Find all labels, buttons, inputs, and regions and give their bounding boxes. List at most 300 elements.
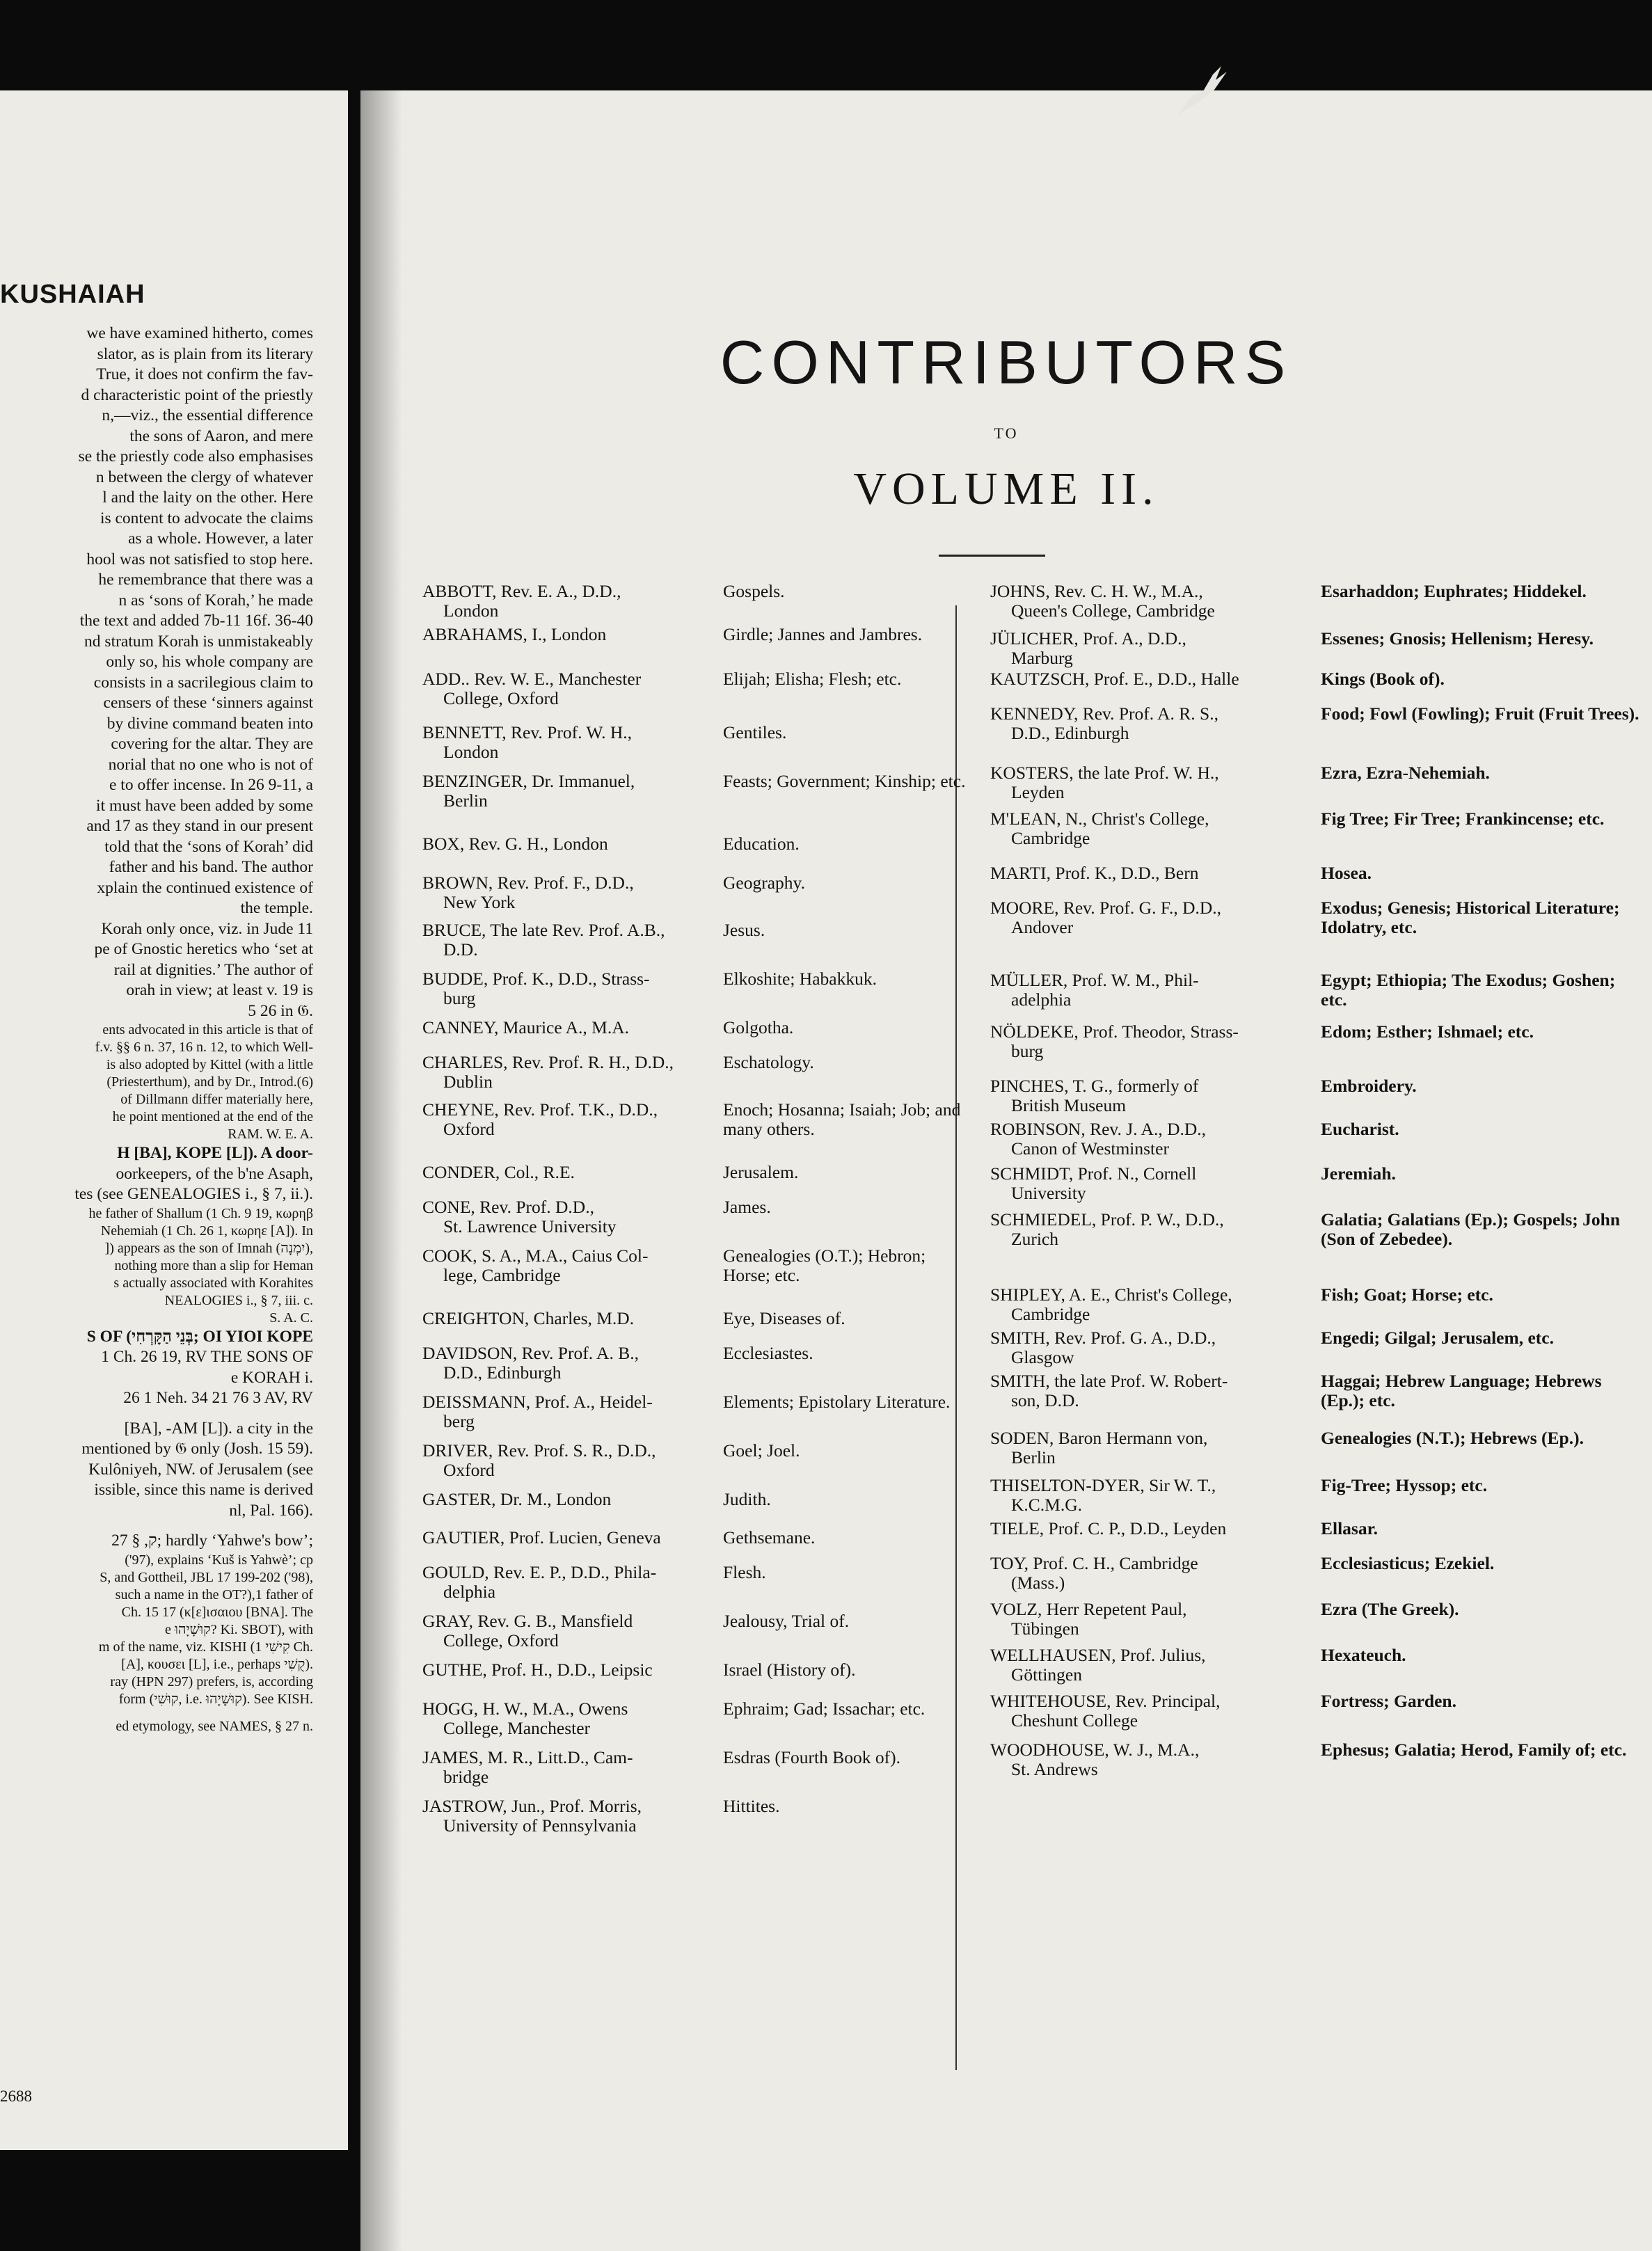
previous-page-line: e to offer incense. In 26 9-11, a bbox=[109, 776, 313, 794]
previous-page-line: censers of these ‘sinners against bbox=[103, 694, 313, 712]
article-topics: James. bbox=[723, 1197, 771, 1217]
previous-page-line: such a name in the OT?),1 father of bbox=[115, 1586, 313, 1602]
previous-page-line: as a whole. However, a later bbox=[128, 530, 313, 548]
article-topics: Exodus; Genesis; Historical Literature; Idolatry, etc. bbox=[1321, 898, 1620, 937]
contributor-affiliation: D.D., Edinburgh bbox=[443, 1362, 562, 1383]
contributor-name-line: KENNEDY, Rev. Prof. A. R. S., bbox=[990, 703, 1218, 724]
previous-page-line: it must have been added by some bbox=[96, 796, 313, 815]
article-topics: Embroidery. bbox=[1321, 1076, 1417, 1096]
article-topics: Fish; Goat; Horse; etc. bbox=[1321, 1284, 1493, 1305]
previous-page-line: 26 1 Neh. 34 21 76 3 AV, RV bbox=[123, 1389, 313, 1407]
previous-page-line: ]) appears as the son of Imnah (יִמְנָה), bbox=[104, 1240, 313, 1256]
contributor-name-line: KAUTZSCH, Prof. E., D.D., Halle bbox=[990, 669, 1239, 689]
previous-page-line: he remembrance that there was a bbox=[98, 571, 313, 589]
article-topics: Girdle; Jannes and Jambres. bbox=[723, 624, 923, 644]
previous-page-line: we have examined hitherto, comes bbox=[86, 324, 313, 342]
contributed-articles bbox=[1321, 1692, 1641, 1711]
contributor-affiliation: lege, Cambridge bbox=[443, 1265, 561, 1285]
previous-page-line: [A], κουσει [L], i.e., perhaps קֻשִׁי). bbox=[121, 1656, 313, 1672]
previous-page-line: (Priesterthum), and by Dr., Introd.(6) bbox=[106, 1074, 313, 1090]
article-topics: Ecclesiastes. bbox=[723, 1343, 813, 1363]
contributor-name bbox=[990, 1692, 1307, 1731]
contributor-name-line: GRAY, Rev. G. B., Mansfield bbox=[422, 1611, 633, 1631]
article-topics: Engedi; Gilgal; Jerusalem, etc. bbox=[1321, 1328, 1554, 1348]
contributor-affiliation: Oxford bbox=[443, 1119, 495, 1139]
contributed-articles bbox=[1321, 1600, 1641, 1619]
previous-page-line: S OF (בְּנֵי הַקָּרְחִי; OI YIOI KOPE bbox=[86, 1327, 313, 1346]
page-number: 2688 bbox=[0, 2087, 32, 2105]
contributor-name bbox=[990, 971, 1307, 1010]
article-topics: Gospels. bbox=[723, 581, 785, 601]
previous-page-line: m of the name, viz. KISHI (קִישִׁי 1 Ch. bbox=[98, 1639, 313, 1655]
contributor-name bbox=[990, 1519, 1307, 1538]
previous-page-line: form (קוּשִׁי, i.e. קוּשָׁיָהוּ). See KISH. bbox=[118, 1691, 313, 1707]
contributor-affiliation: Canon of Westminster bbox=[1011, 1138, 1169, 1159]
contributor-name bbox=[422, 1344, 711, 1383]
contributed-articles bbox=[723, 1490, 967, 1509]
contributor-name-line: DRIVER, Rev. Prof. S. R., D.D., bbox=[422, 1440, 656, 1461]
previous-page-line: oorkeepers, of the b'ne Asaph, bbox=[116, 1164, 313, 1183]
contributor-name-line: SMITH, the late Prof. W. Robert- bbox=[990, 1371, 1228, 1391]
contributed-articles bbox=[1321, 1429, 1641, 1448]
previous-page-line: H [BA], KOPE [L]). A door- bbox=[117, 1144, 313, 1162]
contributed-articles bbox=[723, 1748, 967, 1767]
contributor-name bbox=[422, 1100, 711, 1139]
contributor-affiliation: Cheshunt College bbox=[1011, 1710, 1138, 1731]
contributor-affiliation: D.D. bbox=[443, 939, 478, 960]
contributor-name bbox=[422, 969, 711, 1008]
contributor-affiliation: (Mass.) bbox=[1011, 1573, 1065, 1593]
contributor-name bbox=[990, 1120, 1307, 1159]
contributor-name bbox=[990, 1646, 1307, 1685]
contributed-articles bbox=[723, 1441, 967, 1461]
contributor-name bbox=[422, 1163, 711, 1182]
previous-page-line: the text and added 7b-11 16f. 36-40 bbox=[79, 612, 313, 630]
contributor-affiliation: College, Oxford bbox=[443, 1630, 559, 1651]
previous-page-line: ray (HPN 297) prefers, is, according bbox=[110, 1673, 313, 1689]
contributor-name bbox=[422, 1660, 711, 1680]
contributed-articles bbox=[723, 1309, 967, 1328]
contributor-name-line: SMITH, Rev. Prof. G. A., D.D., bbox=[990, 1328, 1216, 1348]
contributor-name bbox=[422, 1490, 711, 1509]
contributor-affiliation: Berlin bbox=[443, 790, 488, 811]
contributor-affiliation: Zurich bbox=[1011, 1229, 1058, 1249]
previous-page-line: n as ‘sons of Korah,’ he made bbox=[118, 591, 313, 610]
contributor-name-line: BENZINGER, Dr. Immanuel, bbox=[422, 771, 635, 791]
contributor-name-line: CHARLES, Rev. Prof. R. H., D.D., bbox=[422, 1052, 674, 1072]
contributor-affiliation: son, D.D. bbox=[1011, 1390, 1079, 1410]
contributed-articles bbox=[723, 1246, 967, 1285]
contributor-name bbox=[422, 1198, 711, 1236]
contributor-name bbox=[990, 1022, 1307, 1061]
contributor-name bbox=[422, 1018, 711, 1037]
contributor-name bbox=[422, 1392, 711, 1431]
contributed-articles bbox=[1321, 809, 1641, 829]
contributed-articles bbox=[1321, 1328, 1641, 1348]
column-divider bbox=[955, 605, 957, 2070]
contributor-name-line: WOODHOUSE, W. J., M.A., bbox=[990, 1740, 1200, 1760]
contributed-articles bbox=[1321, 704, 1641, 724]
contributor-name-line: BROWN, Rev. Prof. F., D.D., bbox=[422, 873, 634, 893]
article-topics: Jerusalem. bbox=[723, 1162, 799, 1182]
contributed-articles bbox=[1321, 864, 1641, 883]
contributor-affiliation: London bbox=[443, 600, 499, 621]
contributed-articles bbox=[1321, 582, 1641, 601]
previous-page-line: ents advocated in this article is that of bbox=[102, 1022, 313, 1037]
contributor-name bbox=[422, 834, 711, 854]
contributor-name-line: HOGG, H. W., M.A., Owens bbox=[422, 1699, 628, 1719]
article-topics: Golgotha. bbox=[723, 1017, 794, 1037]
contributor-affiliation: St. Lawrence University bbox=[443, 1216, 617, 1236]
contributor-name-line: VOLZ, Herr Repetent Paul, bbox=[990, 1599, 1187, 1619]
contributor-name bbox=[422, 1563, 711, 1602]
previous-page-line: is also adopted by Kittel (with a little bbox=[106, 1057, 313, 1072]
contributor-affiliation: adelphia bbox=[1011, 989, 1072, 1010]
contributor-name-line: TIELE, Prof. C. P., D.D., Leyden bbox=[990, 1518, 1227, 1538]
contributor-name bbox=[422, 1748, 711, 1787]
contributor-name bbox=[990, 1164, 1307, 1203]
previous-page-line: norial that no one who is not of bbox=[108, 755, 313, 774]
contributor-name bbox=[990, 864, 1307, 883]
previous-page-line: covering for the altar. They are bbox=[111, 735, 313, 753]
contributed-articles bbox=[1321, 1022, 1641, 1042]
previous-page-line: the temple. bbox=[240, 899, 313, 917]
article-topics: Ephesus; Galatia; Herod, Family of; etc. bbox=[1321, 1740, 1627, 1760]
contributed-articles bbox=[1321, 1476, 1641, 1495]
contributor-name bbox=[990, 1600, 1307, 1639]
binding-shadow bbox=[360, 90, 402, 2251]
contributed-articles bbox=[723, 1053, 967, 1072]
contributed-articles bbox=[1321, 898, 1641, 937]
contributor-name bbox=[422, 1612, 711, 1651]
previous-page-heading: KUSHAIAH bbox=[0, 280, 145, 309]
contributor-name bbox=[422, 669, 711, 708]
contributor-name bbox=[990, 582, 1307, 621]
contributed-articles bbox=[723, 1563, 967, 1582]
contributed-articles bbox=[723, 669, 967, 689]
previous-page-line: ('97), explains ‘Kuš is Yahwè’; cp bbox=[125, 1552, 313, 1568]
contributor-affiliation: Glasgow bbox=[1011, 1347, 1074, 1367]
contributor-affiliation: K.C.M.G. bbox=[1011, 1495, 1083, 1515]
contributor-name-line: ADD.. Rev. W. E., Manchester bbox=[422, 669, 642, 689]
previous-page-line: NEALOGIES i., § 7, iii. c. bbox=[164, 1292, 313, 1308]
contributor-name bbox=[990, 809, 1307, 848]
contributor-name-line: CONDER, Col., R.E. bbox=[422, 1162, 575, 1182]
contributed-articles bbox=[723, 582, 967, 601]
contributor-name-line: SCHMIDT, Prof. N., Cornell bbox=[990, 1163, 1197, 1184]
contributed-articles bbox=[723, 1392, 967, 1412]
contributor-affiliation: College, Oxford bbox=[443, 688, 559, 708]
contributed-articles bbox=[1321, 1120, 1641, 1139]
contributor-name-line: GAUTIER, Prof. Lucien, Geneva bbox=[422, 1527, 661, 1548]
previous-page-line: True, it does not confirm the fav- bbox=[96, 365, 313, 383]
contributed-articles bbox=[1321, 1646, 1641, 1665]
contributed-articles bbox=[723, 921, 967, 940]
contributor-name-line: JAMES, M. R., Litt.D., Cam- bbox=[422, 1747, 633, 1767]
article-topics: Genealogies (O.T.); Hebron; Horse; etc. bbox=[723, 1246, 926, 1285]
previous-page-line bbox=[0, 1708, 313, 1718]
title-rule bbox=[939, 555, 1045, 557]
contributor-name-line: ABBOTT, Rev. E. A., D.D., bbox=[422, 581, 621, 601]
contributor-name bbox=[422, 1441, 711, 1480]
article-topics: Flesh. bbox=[723, 1562, 766, 1582]
contributed-articles bbox=[723, 1612, 967, 1631]
contributor-affiliation: Cambridge bbox=[1011, 828, 1090, 848]
contributed-articles bbox=[1321, 1371, 1641, 1410]
previous-page-line: of Dillmann differ materially here, bbox=[120, 1092, 313, 1107]
previous-page-line: pe of Gnostic heretics who ‘set at bbox=[94, 940, 313, 958]
contributors-page bbox=[360, 90, 1652, 2251]
contributor-name bbox=[990, 1328, 1307, 1367]
contributor-affiliation: London bbox=[443, 742, 499, 762]
article-topics: Egypt; Ethiopia; The Exodus; Goshen; etc. bbox=[1321, 970, 1616, 1010]
previous-page-line: RAM. W. E. A. bbox=[228, 1127, 313, 1142]
contributor-affiliation: College, Manchester bbox=[443, 1718, 591, 1738]
contributor-name-line: CONE, Rev. Prof. D.D., bbox=[422, 1197, 594, 1217]
title-connector: TO bbox=[994, 424, 1019, 442]
previous-page-line: only so, his whole company are bbox=[106, 653, 313, 671]
previous-page-line: n between the clergy of whatever bbox=[95, 468, 313, 486]
article-topics: Fig-Tree; Hyssop; etc. bbox=[1321, 1475, 1488, 1495]
previous-page-line: f.v. §§ 6 n. 37, 16 n. 12, to which Well- bbox=[95, 1040, 313, 1055]
article-topics: Elijah; Elisha; Flesh; etc. bbox=[723, 669, 902, 689]
contributor-name bbox=[990, 1429, 1307, 1467]
contributed-articles bbox=[1321, 629, 1641, 649]
previous-page-line: told that the ‘sons of Korah’ did bbox=[104, 837, 313, 856]
previous-page-line: is content to advocate the claims bbox=[100, 509, 313, 527]
contributor-name bbox=[990, 898, 1307, 937]
contributed-articles bbox=[1321, 1519, 1641, 1538]
contributor-affiliation: University of Pennsylvania bbox=[443, 1815, 637, 1836]
article-topics: Israel (History of). bbox=[723, 1660, 856, 1680]
article-topics: Enoch; Hosanna; Isaiah; Job; and many others. bbox=[723, 1099, 961, 1139]
previous-page-text bbox=[0, 324, 313, 1735]
previous-page-line: and 17 as they stand in our present bbox=[86, 817, 313, 835]
previous-page-line bbox=[0, 1521, 313, 1531]
contributor-name-line: GOULD, Rev. E. P., D.D., Phila- bbox=[422, 1562, 657, 1582]
contributor-name-line: MOORE, Rev. Prof. G. F., D.D., bbox=[990, 898, 1222, 918]
contributed-articles bbox=[1321, 763, 1641, 783]
contributor-name bbox=[422, 1246, 711, 1285]
previous-page-line: s actually associated with Korahites bbox=[113, 1275, 313, 1291]
article-topics: Jeremiah. bbox=[1321, 1163, 1396, 1184]
previous-page-line: he point mentioned at the end of the bbox=[112, 1109, 313, 1124]
previous-page-line: mentioned by 𝔊 only (Josh. 15 59). bbox=[81, 1440, 313, 1458]
contributor-name bbox=[422, 1528, 711, 1548]
contributor-name bbox=[422, 772, 711, 811]
previous-page-line: 1 Ch. 26 19, RV THE SONS OF bbox=[101, 1348, 313, 1366]
contributor-name-line: WHITEHOUSE, Rev. Principal, bbox=[990, 1691, 1221, 1711]
contributor-affiliation: D.D., Edinburgh bbox=[1011, 723, 1129, 743]
contributor-affiliation: burg bbox=[443, 988, 476, 1008]
contributor-name-line: KOSTERS, the late Prof. W. H., bbox=[990, 763, 1219, 783]
contributor-name-line: DEISSMANN, Prof. A., Heidel- bbox=[422, 1392, 653, 1412]
previous-page-line: Nehemiah (1 Ch. 26 1, κωρηε [A]). In bbox=[100, 1223, 313, 1239]
contributor-name-line: BRUCE, The late Rev. Prof. A.B., bbox=[422, 920, 665, 940]
previous-page-line: nothing more than a slip for Heman bbox=[114, 1257, 313, 1273]
article-topics: Galatia; Galatians (Ep.); Gospels; John (Son of Zebedee). bbox=[1321, 1209, 1621, 1249]
contributor-name-line: BOX, Rev. G. H., London bbox=[422, 834, 608, 854]
contributor-name bbox=[422, 1797, 711, 1836]
article-topics: Ephraim; Gad; Issachar; etc. bbox=[723, 1699, 926, 1719]
contributed-articles bbox=[723, 1699, 967, 1719]
previous-page-line: he father of Shallum (1 Ch. 9 19, κωρηβ bbox=[88, 1205, 313, 1221]
previous-page-line: nd stratum Korah is unmistakeably bbox=[84, 632, 313, 651]
contributed-articles bbox=[723, 1163, 967, 1182]
article-topics: Food; Fowl (Fowling); Fruit (Fruit Trees). bbox=[1321, 703, 1639, 724]
article-topics: Goel; Joel. bbox=[723, 1440, 800, 1461]
article-topics: Esdras (Fourth Book of). bbox=[723, 1747, 900, 1767]
previous-page-line: the sons of Aaron, and mere bbox=[129, 427, 313, 445]
contributor-name bbox=[422, 582, 711, 621]
article-topics: Kings (Book of). bbox=[1321, 669, 1445, 689]
contributed-articles bbox=[723, 1660, 967, 1680]
volume-title: VOLUME II. bbox=[853, 463, 1159, 514]
contributor-name-line: SHIPLEY, A. E., Christ's College, bbox=[990, 1284, 1232, 1305]
contributor-affiliation: New York bbox=[443, 892, 516, 912]
contributed-articles bbox=[723, 625, 967, 644]
previous-page bbox=[0, 90, 348, 2150]
contributed-articles bbox=[1321, 1164, 1641, 1184]
contributor-affiliation: University bbox=[1011, 1183, 1086, 1203]
article-topics: Haggai; Hebrew Language; Hebrews (Ep.); etc. bbox=[1321, 1371, 1602, 1410]
previous-page-line: by divine command beaten into bbox=[106, 714, 313, 733]
article-topics: Hosea. bbox=[1321, 863, 1372, 883]
previous-page-line: e קוּשָׁיָהוּ? Ki. SBOT), with bbox=[165, 1621, 313, 1637]
contributor-name bbox=[990, 1371, 1307, 1410]
contributor-affiliation: berg bbox=[443, 1411, 475, 1431]
article-topics: Elements; Epistolary Literature. bbox=[723, 1392, 951, 1412]
contributor-affiliation: Dublin bbox=[443, 1072, 493, 1092]
contributor-affiliation: Berlin bbox=[1011, 1447, 1056, 1467]
contributor-name-line: CHEYNE, Rev. Prof. T.K., D.D., bbox=[422, 1099, 658, 1120]
contributor-name-line: DAVIDSON, Rev. Prof. A. B., bbox=[422, 1343, 639, 1363]
contributed-articles bbox=[723, 1100, 967, 1139]
contributor-name-line: GASTER, Dr. M., London bbox=[422, 1489, 612, 1509]
contributor-affiliation: Tübingen bbox=[1011, 1618, 1079, 1639]
article-topics: Esarhaddon; Euphrates; Hiddekel. bbox=[1321, 581, 1587, 601]
previous-page-line: S, and Gottheil, JBL 17 199-202 ('98), bbox=[100, 1569, 313, 1585]
contributor-affiliation: Göttingen bbox=[1011, 1664, 1082, 1685]
previous-page-line bbox=[0, 1409, 313, 1419]
contributor-name-line: MÜLLER, Prof. W. M., Phil- bbox=[990, 970, 1199, 990]
contributor-name-line: M'LEAN, N., Christ's College, bbox=[990, 809, 1209, 829]
contributor-affiliation: delphia bbox=[443, 1582, 496, 1602]
contributor-name bbox=[422, 921, 711, 960]
previous-page-line: ed etymology, see NAMES, § 27 n. bbox=[116, 1718, 313, 1734]
contributor-name-line: THISELTON-DYER, Sir W. T., bbox=[990, 1475, 1216, 1495]
contributor-name-line: SODEN, Baron Hermann von, bbox=[990, 1428, 1208, 1448]
page-title: CONTRIBUTORS bbox=[720, 328, 1293, 397]
contributed-articles bbox=[723, 723, 967, 742]
contributor-affiliation: Andover bbox=[1011, 917, 1074, 937]
contributor-name bbox=[990, 704, 1307, 743]
contributor-name-line: CREIGHTON, Charles, M.D. bbox=[422, 1308, 635, 1328]
contributed-articles bbox=[723, 873, 967, 893]
previous-page-line: consists in a sacrilegious claim to bbox=[93, 673, 313, 692]
contributor-name bbox=[422, 873, 711, 912]
contributor-name-line: PINCHES, T. G., formerly of bbox=[990, 1076, 1199, 1096]
article-topics: Fortress; Garden. bbox=[1321, 1691, 1456, 1711]
article-topics: Ellasar. bbox=[1321, 1518, 1378, 1538]
contributor-name-line: TOY, Prof. C. H., Cambridge bbox=[990, 1553, 1198, 1573]
contributed-articles bbox=[1321, 669, 1641, 689]
contributor-name-line: JASTROW, Jun., Prof. Morris, bbox=[422, 1796, 642, 1816]
article-topics: Fig Tree; Fir Tree; Frankincense; etc. bbox=[1321, 809, 1605, 829]
article-topics: Geography. bbox=[723, 873, 806, 893]
article-topics: Jealousy, Trial of. bbox=[723, 1611, 850, 1631]
contributed-articles bbox=[723, 1528, 967, 1548]
contributed-articles bbox=[723, 772, 967, 791]
contributor-name bbox=[990, 1210, 1307, 1249]
previous-page-line: Ch. 15 17 (κ[ε]ισαιου [BNA]. The bbox=[121, 1604, 313, 1620]
contributed-articles bbox=[723, 1344, 967, 1363]
contributor-affiliation: burg bbox=[1011, 1041, 1044, 1061]
previous-page-line: orah in view; at least v. 19 is bbox=[126, 981, 313, 999]
contributor-name bbox=[990, 669, 1307, 689]
contributed-articles bbox=[1321, 1076, 1641, 1096]
contributor-name-line: GUTHE, Prof. H., D.D., Leipsic bbox=[422, 1660, 653, 1680]
contributor-affiliation: Queen's College, Cambridge bbox=[1011, 600, 1215, 621]
contributor-name bbox=[990, 763, 1307, 802]
article-topics: Eschatology. bbox=[723, 1052, 814, 1072]
previous-page-line: se the priestly code also emphasises bbox=[78, 447, 313, 466]
previous-page-line: rail at dignities.’ The author of bbox=[113, 960, 313, 979]
article-topics: Education. bbox=[723, 834, 800, 854]
contributor-affiliation: bridge bbox=[443, 1767, 489, 1787]
previous-page-line: hool was not satisfied to stop here. bbox=[86, 550, 313, 568]
contributor-name bbox=[990, 1476, 1307, 1515]
contributor-name bbox=[422, 1309, 711, 1328]
contributor-name-line: BUDDE, Prof. K., D.D., Strass- bbox=[422, 969, 650, 989]
contributor-affiliation: Cambridge bbox=[1011, 1304, 1090, 1324]
contributed-articles bbox=[1321, 1210, 1641, 1249]
article-topics: Ecclesiasticus; Ezekiel. bbox=[1321, 1553, 1495, 1573]
contributor-name bbox=[990, 629, 1307, 668]
contributed-articles bbox=[723, 1797, 967, 1816]
contributor-name bbox=[990, 1285, 1307, 1324]
article-topics: Judith. bbox=[723, 1489, 771, 1509]
contributor-name-line: NÖLDEKE, Prof. Theodor, Strass- bbox=[990, 1021, 1239, 1042]
contributor-name bbox=[422, 723, 711, 762]
contributor-affiliation: Marburg bbox=[1011, 648, 1073, 668]
previous-page-line: Kulôniyeh, NW. of Jerusalem (see bbox=[88, 1460, 313, 1479]
previous-page-line: slator, as is plain from its literary bbox=[97, 344, 313, 363]
contributor-name bbox=[990, 1740, 1307, 1779]
paper-tear-mark bbox=[1173, 59, 1239, 118]
contributor-name-line: WELLHAUSEN, Prof. Julius, bbox=[990, 1645, 1206, 1665]
article-topics: Edom; Esther; Ishmael; etc. bbox=[1321, 1021, 1534, 1042]
previous-page-line: father and his band. The author bbox=[109, 858, 313, 876]
article-topics: Gentiles. bbox=[723, 722, 787, 742]
contributed-articles bbox=[723, 969, 967, 989]
previous-page-line: S. A. C. bbox=[269, 1310, 313, 1326]
contributor-name-line: ROBINSON, Rev. J. A., D.D., bbox=[990, 1119, 1207, 1139]
contributor-name-line: SCHMIEDEL, Prof. P. W., D.D., bbox=[990, 1209, 1224, 1230]
contributor-name bbox=[422, 1699, 711, 1738]
article-topics: Genealogies (N.T.); Hebrews (Ep.). bbox=[1321, 1428, 1584, 1448]
article-topics: Jesus. bbox=[723, 920, 765, 940]
contributed-articles bbox=[723, 834, 967, 854]
contributor-name bbox=[990, 1076, 1307, 1115]
contributed-articles bbox=[1321, 1285, 1641, 1305]
article-topics: Gethsemane. bbox=[723, 1527, 816, 1548]
previous-page-line: [BA], -AM [L]). a city in the bbox=[124, 1419, 313, 1438]
article-topics: Essenes; Gnosis; Hellenism; Heresy. bbox=[1321, 628, 1594, 649]
contributed-articles bbox=[723, 1018, 967, 1037]
previous-page-line: tes (see GENEALOGIES i., § 7, ii.). bbox=[74, 1185, 313, 1203]
previous-page-line: l and the laity on the other. Here bbox=[102, 488, 313, 507]
